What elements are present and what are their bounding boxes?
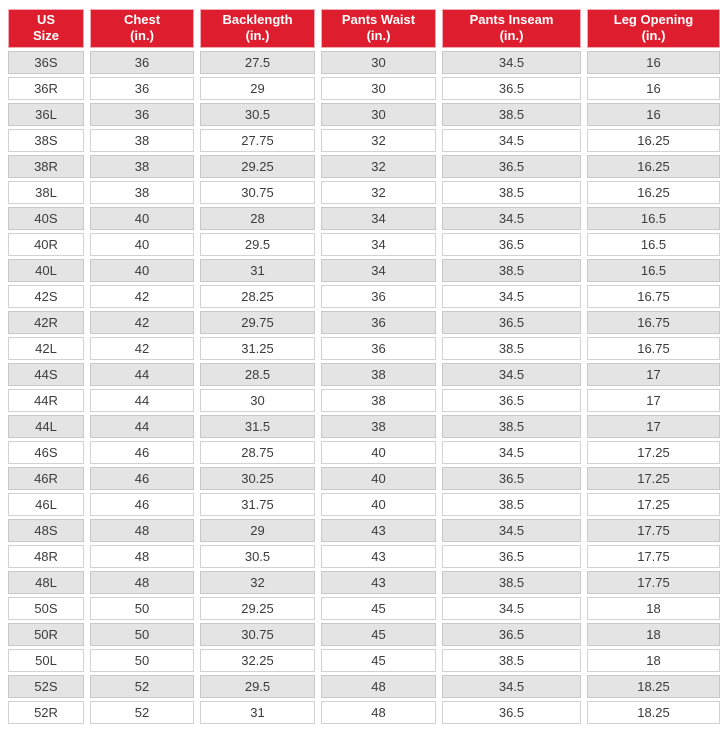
cell-backlength: 32.25 [200,649,315,672]
cell-pants-inseam: 34.5 [442,441,581,464]
cell-pants-inseam: 38.5 [442,259,581,282]
cell-pants-inseam: 38.5 [442,649,581,672]
cell-chest: 40 [90,259,194,282]
cell-pants-waist: 43 [321,571,436,594]
size-chart-table [2,6,720,727]
cell-backlength: 31 [200,701,315,724]
cell-leg-opening: 16.75 [587,311,720,334]
cell-us-size: 48S [8,519,84,542]
cell-pants-inseam: 38.5 [442,181,581,204]
col-header-pants-waist [321,9,436,48]
cell-chest: 42 [90,285,194,308]
cell-us-size: 46R [8,467,84,490]
table-row [8,389,720,412]
table-body [8,51,720,724]
cell-chest: 50 [90,623,194,646]
cell-chest: 38 [90,129,194,152]
cell-backlength: 30.5 [200,103,315,126]
cell-backlength: 27.5 [200,51,315,74]
col-header-line2: (in.) [130,28,154,44]
cell-pants-waist: 32 [321,155,436,178]
cell-pants-waist: 30 [321,51,436,74]
cell-pants-inseam: 38.5 [442,103,581,126]
cell-leg-opening: 17.75 [587,545,720,568]
cell-leg-opening: 16.5 [587,207,720,230]
cell-chest: 38 [90,155,194,178]
table-row [8,129,720,152]
cell-pants-inseam: 34.5 [442,51,581,74]
cell-pants-inseam: 34.5 [442,363,581,386]
cell-leg-opening: 18.25 [587,675,720,698]
table-row [8,571,720,594]
cell-leg-opening: 18.25 [587,701,720,724]
cell-pants-waist: 34 [321,259,436,282]
cell-leg-opening: 16 [587,103,720,126]
cell-backlength: 28.75 [200,441,315,464]
col-header-us-size [8,9,84,48]
cell-pants-waist: 45 [321,597,436,620]
cell-leg-opening: 16 [587,77,720,100]
cell-us-size: 46L [8,493,84,516]
cell-backlength: 28.5 [200,363,315,386]
cell-pants-inseam: 34.5 [442,207,581,230]
cell-backlength: 29.25 [200,155,315,178]
cell-leg-opening: 17.75 [587,519,720,542]
table-row [8,337,720,360]
cell-pants-inseam: 36.5 [442,545,581,568]
cell-leg-opening: 18 [587,649,720,672]
cell-chest: 50 [90,649,194,672]
cell-backlength: 31 [200,259,315,282]
cell-backlength: 31.75 [200,493,315,516]
cell-us-size: 36R [8,77,84,100]
cell-chest: 48 [90,545,194,568]
table-row [8,415,720,438]
table-row [8,519,720,542]
cell-pants-inseam: 36.5 [442,77,581,100]
cell-leg-opening: 16.5 [587,259,720,282]
cell-leg-opening: 16.5 [587,233,720,256]
cell-pants-inseam: 38.5 [442,571,581,594]
cell-pants-waist: 32 [321,129,436,152]
col-header-line1: Leg Opening [613,12,694,27]
table-row [8,623,720,646]
cell-leg-opening: 17.25 [587,467,720,490]
cell-us-size: 40S [8,207,84,230]
cell-leg-opening: 17.75 [587,571,720,594]
cell-pants-waist: 36 [321,337,436,360]
cell-pants-waist: 40 [321,441,436,464]
cell-pants-inseam: 36.5 [442,467,581,490]
cell-backlength: 29.25 [200,597,315,620]
cell-backlength: 29 [200,519,315,542]
table-row [8,467,720,490]
cell-chest: 36 [90,51,194,74]
cell-us-size: 46S [8,441,84,464]
cell-chest: 40 [90,233,194,256]
table-row [8,259,720,282]
cell-backlength: 30.75 [200,623,315,646]
cell-pants-waist: 40 [321,467,436,490]
table-row [8,493,720,516]
cell-pants-inseam: 34.5 [442,285,581,308]
col-header-line2: Size [32,28,59,44]
cell-us-size: 36S [8,51,84,74]
cell-backlength: 29.75 [200,311,315,334]
cell-us-size: 42L [8,337,84,360]
cell-us-size: 52R [8,701,84,724]
cell-chest: 36 [90,103,194,126]
col-header-line1: Pants Waist [341,12,416,27]
cell-pants-inseam: 34.5 [442,597,581,620]
cell-pants-inseam: 36.5 [442,701,581,724]
cell-chest: 48 [90,571,194,594]
cell-us-size: 38L [8,181,84,204]
cell-backlength: 28.25 [200,285,315,308]
table-row [8,545,720,568]
cell-leg-opening: 17.25 [587,441,720,464]
col-header-line1: Backlength [222,12,293,27]
cell-us-size: 40R [8,233,84,256]
cell-pants-waist: 43 [321,519,436,542]
cell-us-size: 38R [8,155,84,178]
table-row [8,77,720,100]
cell-pants-waist: 34 [321,233,436,256]
header-row [8,9,720,48]
cell-chest: 44 [90,363,194,386]
cell-backlength: 29 [200,77,315,100]
cell-backlength: 30.75 [200,181,315,204]
cell-chest: 36 [90,77,194,100]
cell-leg-opening: 17 [587,415,720,438]
cell-us-size: 40L [8,259,84,282]
cell-backlength: 31.25 [200,337,315,360]
cell-pants-inseam: 38.5 [442,337,581,360]
cell-leg-opening: 16.75 [587,285,720,308]
cell-chest: 44 [90,389,194,412]
cell-pants-waist: 34 [321,207,436,230]
cell-backlength: 30.5 [200,545,315,568]
cell-chest: 50 [90,597,194,620]
cell-pants-inseam: 34.5 [442,129,581,152]
cell-pants-waist: 48 [321,675,436,698]
cell-leg-opening: 17 [587,363,720,386]
cell-us-size: 38S [8,129,84,152]
cell-chest: 52 [90,675,194,698]
cell-pants-inseam: 36.5 [442,389,581,412]
cell-leg-opening: 17 [587,389,720,412]
table-row [8,233,720,256]
cell-leg-opening: 18 [587,623,720,646]
cell-chest: 44 [90,415,194,438]
table-row [8,155,720,178]
table-row [8,103,720,126]
cell-backlength: 27.75 [200,129,315,152]
col-header-pants-inseam [442,9,581,48]
table-row [8,311,720,334]
cell-leg-opening: 16.25 [587,181,720,204]
cell-leg-opening: 16.75 [587,337,720,360]
cell-pants-waist: 38 [321,389,436,412]
cell-us-size: 52S [8,675,84,698]
cell-pants-waist: 38 [321,415,436,438]
cell-pants-waist: 45 [321,623,436,646]
cell-backlength: 29.5 [200,233,315,256]
cell-pants-waist: 43 [321,545,436,568]
table-row [8,649,720,672]
cell-backlength: 30.25 [200,467,315,490]
cell-us-size: 42R [8,311,84,334]
cell-backlength: 28 [200,207,315,230]
cell-pants-waist: 38 [321,363,436,386]
cell-chest: 46 [90,493,194,516]
cell-us-size: 50S [8,597,84,620]
cell-backlength: 31.5 [200,415,315,438]
cell-us-size: 48L [8,571,84,594]
col-header-line2: (in.) [499,28,524,44]
cell-pants-inseam: 36.5 [442,311,581,334]
cell-us-size: 44S [8,363,84,386]
col-header-backlength [200,9,315,48]
cell-backlength: 29.5 [200,675,315,698]
cell-pants-waist: 40 [321,493,436,516]
cell-leg-opening: 16.25 [587,155,720,178]
cell-chest: 42 [90,311,194,334]
cell-pants-inseam: 38.5 [442,415,581,438]
table-row [8,701,720,724]
cell-pants-inseam: 34.5 [442,675,581,698]
col-header-line2: (in.) [245,28,270,44]
cell-us-size: 44L [8,415,84,438]
table-row [8,51,720,74]
cell-pants-waist: 45 [321,649,436,672]
cell-us-size: 50L [8,649,84,672]
col-header-chest [90,9,194,48]
col-header-leg-opening [587,9,720,48]
cell-pants-waist: 32 [321,181,436,204]
table-row [8,597,720,620]
col-header-line1: Chest [123,12,161,27]
cell-us-size: 42S [8,285,84,308]
cell-pants-inseam: 38.5 [442,493,581,516]
cell-pants-inseam: 36.5 [442,155,581,178]
cell-backlength: 30 [200,389,315,412]
col-header-line2: (in.) [366,28,391,44]
cell-us-size: 36L [8,103,84,126]
cell-leg-opening: 18 [587,597,720,620]
cell-leg-opening: 17.25 [587,493,720,516]
cell-chest: 48 [90,519,194,542]
cell-pants-waist: 30 [321,77,436,100]
cell-pants-inseam: 36.5 [442,623,581,646]
cell-us-size: 50R [8,623,84,646]
cell-chest: 52 [90,701,194,724]
cell-chest: 38 [90,181,194,204]
cell-pants-inseam: 36.5 [442,233,581,256]
col-header-line1: US [36,12,56,27]
cell-pants-waist: 36 [321,285,436,308]
table-row [8,285,720,308]
cell-leg-opening: 16 [587,51,720,74]
cell-chest: 46 [90,441,194,464]
cell-backlength: 32 [200,571,315,594]
cell-pants-waist: 48 [321,701,436,724]
cell-chest: 46 [90,467,194,490]
table-row [8,675,720,698]
cell-us-size: 44R [8,389,84,412]
cell-us-size: 48R [8,545,84,568]
table-row [8,181,720,204]
table-row [8,207,720,230]
cell-chest: 40 [90,207,194,230]
col-header-line2: (in.) [641,28,666,44]
cell-leg-opening: 16.25 [587,129,720,152]
cell-chest: 42 [90,337,194,360]
cell-pants-waist: 36 [321,311,436,334]
table-row [8,363,720,386]
col-header-line1: Pants Inseam [469,12,554,27]
cell-pants-waist: 30 [321,103,436,126]
table-row [8,441,720,464]
cell-pants-inseam: 34.5 [442,519,581,542]
